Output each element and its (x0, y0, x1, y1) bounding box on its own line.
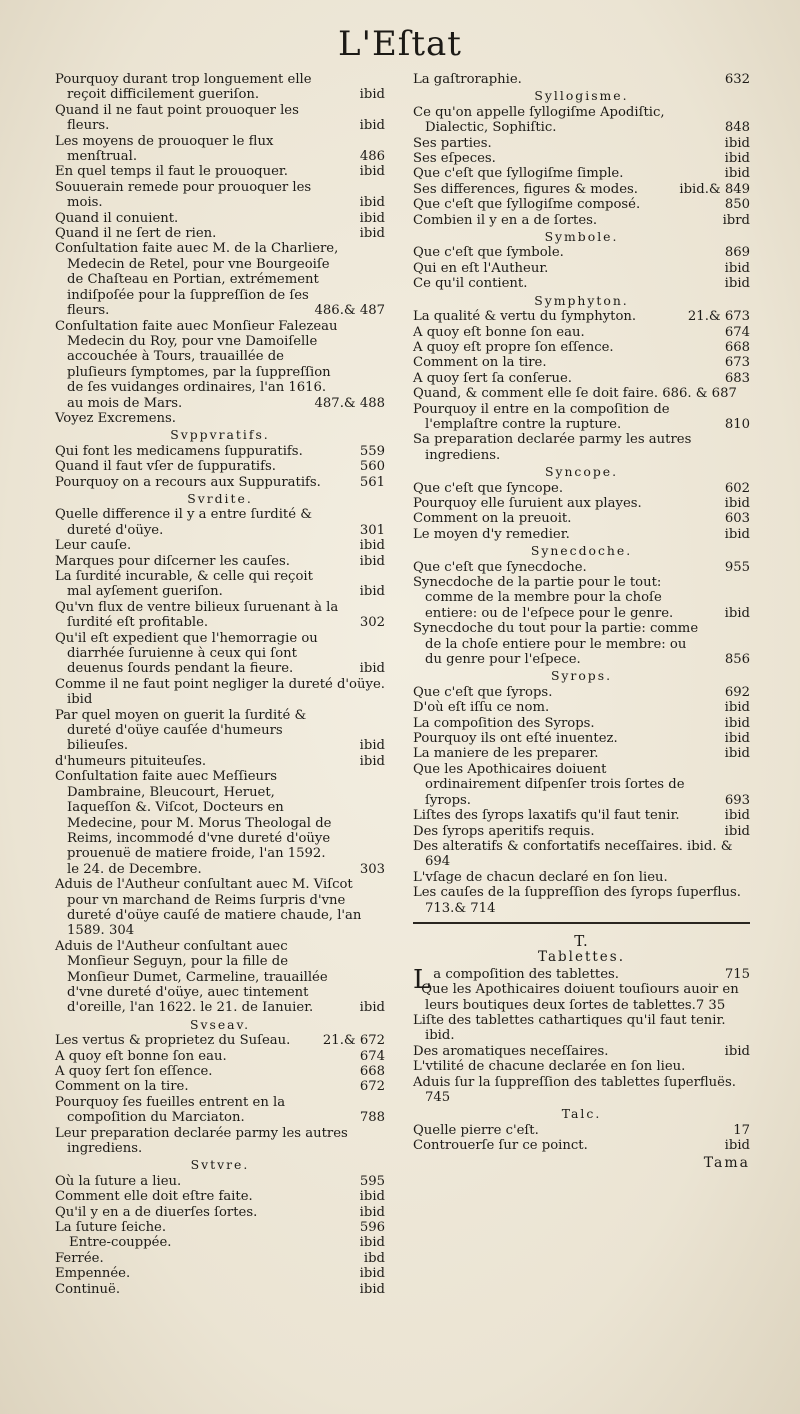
index-entry (413, 309, 750, 324)
entry-text: Les vertus & proprietez du Suſeau. (55, 1033, 291, 1049)
index-entry (55, 134, 385, 165)
entry-text: A quoy eſt propre ſon eſſence. (413, 339, 614, 355)
entry-text: Controuerſe ſur ce poinct. (413, 1138, 588, 1154)
section-heading: Talc. (561, 1106, 602, 1122)
entry-text: Voyez Excremens. (55, 410, 176, 426)
entry-text: Quelle pierre c'eſt. (413, 1122, 539, 1138)
index-entry (55, 538, 385, 553)
entry-text: Liſte des tablettes cathartiques qu'il faut tenir. ibid. (413, 1012, 726, 1044)
section-divider (413, 922, 750, 924)
page-reference: ibrd (722, 212, 750, 228)
index-entry (55, 226, 385, 241)
entry-text: La maniere de les preparer. (413, 746, 599, 762)
page-reference: ibid (359, 210, 385, 226)
entry-text: Qu'il eſt expedient que l'hemorragie ou diarrhée ſuruienne à ceux qui ſont deuenus ſourds pendant la fieure. (55, 630, 318, 677)
index-entry (55, 1235, 385, 1250)
index-entry (413, 136, 750, 151)
page-reference: 810 (724, 416, 750, 432)
entry-text: Pourquoy il entre en la compoſition de l'emplaſtre contre la rupture. (413, 401, 670, 432)
page-reference: ibid (359, 538, 385, 554)
page-reference: 668 (724, 339, 750, 355)
page-reference: 955 (724, 559, 750, 575)
entry-text: Des ſyrops aperitifs requis. (413, 823, 595, 839)
index-entry (55, 1126, 385, 1157)
page-reference: 486.& 487 (314, 303, 385, 319)
entry-text: La qualité & vertu du ſymphyton. (413, 309, 637, 325)
entry-text: La ſuture ſeiche. (55, 1220, 167, 1236)
entry-text: En quel temps il faut le prouoquer. (55, 164, 288, 180)
index-entry (413, 166, 750, 181)
entry-text: Quand il conuient. (55, 210, 179, 226)
entry-text: Qu'vn flux de ventre bilieux ſuruenant à la ſurdité eſt profitable. (55, 599, 339, 631)
index-entry (55, 1205, 385, 1220)
page-reference: ibid (359, 584, 385, 600)
page-reference: 303 (359, 861, 385, 877)
index-entry (413, 481, 750, 496)
index-entry (413, 808, 750, 823)
entry-text: Combien il y en a de ſortes. (413, 212, 598, 228)
page-reference: 673 (724, 355, 750, 371)
page-reference: ibid (359, 661, 385, 677)
page-reference: 672 (359, 1079, 385, 1095)
entry-text: La compoſition des Syrops. (413, 715, 595, 731)
index-entry (413, 621, 750, 667)
index-entry (55, 1266, 385, 1281)
page-reference: 21.& 672 (322, 1033, 385, 1049)
entry-text: Leur preparation declarée parmy les autres ingrediens. (55, 1125, 348, 1157)
page-reference: 674 (724, 324, 750, 340)
entry-text: Leur cauſe. (55, 538, 132, 554)
page-reference: ibid (724, 1138, 750, 1154)
index-entry (55, 1064, 385, 1079)
entry-text: Ferrée. (55, 1250, 104, 1266)
entry-text: La gaſtroraphie. (413, 72, 522, 87)
entry-text: A quoy ſert ſa conſerue. (413, 370, 572, 386)
entry-text: L'vſage de chacun declaré en ſon lieu. (413, 869, 668, 885)
page-reference: ibid (359, 1281, 385, 1297)
entry-text: Empennée. (55, 1266, 131, 1282)
page-reference: ibid (359, 118, 385, 134)
page-reference: ibid (724, 135, 750, 151)
right-column (413, 72, 750, 1171)
page-reference: 560 (359, 459, 385, 475)
entry-text: Les moyens de prouoquer le flux menſtrual. (55, 133, 274, 165)
page-reference: ibid (724, 731, 750, 747)
entry-text: Marques pour diſcerner les cauſes. (55, 553, 290, 569)
index-entry (55, 600, 385, 631)
page-reference: 561 (359, 474, 385, 490)
section-heading: Svseav. (189, 1016, 251, 1032)
entry-text: Sa preparation declarée parmy les autres ingrediens. (413, 432, 692, 463)
entry-text: Quand il ne faut point prouoquer les fleurs. (55, 102, 299, 134)
index-entry (55, 754, 385, 769)
index-entry (55, 211, 385, 226)
page-reference: 596 (359, 1220, 385, 1236)
index-entry (55, 507, 385, 538)
index-entry (413, 340, 750, 355)
index-entry (413, 197, 750, 212)
page-reference: ibid (359, 164, 385, 180)
entry-text: Conſultation faite auec Meſſieurs Dambraine, Bleucourt, Heruet, Iaqueſſon &. Viſcot, Docteurs en Medecine, pour M. Morus Theologal de Reims, incommodé d'vne dureté d'oüye prouenuë de matiere froide, l'an 1592. le 24. de Decembre. (55, 769, 332, 877)
index-entry (413, 1075, 750, 1106)
page-reference: ibid (724, 823, 750, 839)
entry-text: L'vtilité de chacune declarée en ſon lieu. (413, 1059, 686, 1075)
entry-text: Où la ſuture a lieu. (55, 1173, 182, 1189)
entry-text: Comment on la tire. (55, 1079, 189, 1095)
entry-text: Par quel moyen on guerit la ſurdité & dureté d'oüye cauſée d'humeurs bilieuſes. (55, 707, 307, 754)
page-reference: 683 (724, 370, 750, 386)
section-heading: Svppvratifs. (170, 427, 270, 443)
index-entry (413, 1059, 750, 1074)
page-reference: 595 (359, 1173, 385, 1189)
page-reference: 559 (359, 443, 385, 459)
index-entry (55, 411, 385, 426)
left-column (55, 72, 385, 1297)
page-reference: 668 (359, 1064, 385, 1079)
page-reference: 693 (724, 792, 750, 808)
entry-text: Ses differences, figures & modes. (413, 181, 638, 197)
index-entry (413, 105, 750, 136)
index-entry (413, 402, 750, 433)
index-entry (413, 731, 750, 746)
page-reference: ibid (359, 738, 385, 754)
index-entry (413, 496, 750, 511)
index-entry (413, 432, 750, 463)
index-entry (55, 1079, 385, 1094)
page-reference: ibid (359, 226, 385, 242)
entry-text: Ses parties. (413, 135, 492, 151)
entry-text: Pourquoy on a recours aux Suppuratifs. (55, 474, 321, 490)
index-entry (413, 355, 750, 370)
index-entry (55, 103, 385, 134)
page-reference: ibid (724, 700, 750, 716)
page-reference: 788 (359, 1110, 385, 1126)
index-entry (55, 554, 385, 569)
section-heading: T. (574, 931, 589, 950)
index-entry (413, 1123, 750, 1138)
index-entry (55, 1189, 385, 1204)
index-entry (413, 511, 750, 526)
index-entry (413, 824, 750, 839)
section-heading: Syncope. (544, 464, 619, 480)
entry-text: Quand il ne ſert de rien. (55, 226, 217, 242)
page-reference: ibd (363, 1250, 385, 1266)
index-entry (413, 261, 750, 276)
index-entry (55, 1220, 385, 1235)
index-entry (55, 1251, 385, 1266)
entry-text: Les cauſes de la ſuppreſſion des ſyrops ſuperflus. 713.& 714 (413, 885, 741, 916)
entry-text: Pourquoy ils ont eſté inuentez. (413, 731, 618, 747)
page-reference: 848 (724, 120, 750, 136)
entry-text: D'où eſt iſſu ce nom. (413, 700, 550, 716)
index-entry (413, 685, 750, 700)
page-reference: ibid.& 849 (679, 181, 750, 197)
page-reference: ibid (359, 1204, 385, 1220)
page-reference: ibid (359, 87, 385, 103)
index-entry (55, 1033, 385, 1048)
entry-text: Synecdoche du tout pour la partie: comme de la choſe entiere pour le membre: ou du genre pour l'eſpece. (413, 621, 699, 668)
page-reference: ibid (724, 260, 750, 276)
index-entry (413, 1138, 750, 1153)
index-entry (413, 885, 750, 916)
page-reference: 301 (359, 522, 385, 538)
page-reference: ibid (724, 746, 750, 762)
entry-text: A quoy ſert ſon eſſence. (55, 1064, 213, 1079)
entry-text: Qui font les medicamens ſuppuratifs. (55, 443, 303, 459)
index-entry (413, 182, 750, 197)
section-heading: Syrops. (550, 668, 613, 684)
page-reference: 602 (724, 480, 750, 496)
index-entry (55, 72, 385, 103)
entry-text: Aduis de l'Autheur conſultant auec M. Viſcot pour vn marchand de Reims ſurpris d'vne dureté d'oüye cauſé de matiere chaude, l'an 1589. 304 (55, 877, 362, 939)
entry-text: Comme il ne faut point negliger la dureté d'oüye. ibid (55, 676, 385, 708)
entry-text: Que les Apothicaires doiuent ordinairement diſpenſer trois ſortes de ſyrops. (413, 761, 685, 808)
catchword: Tama (703, 1154, 750, 1171)
entry-text: Comment elle doit eſtre faite. (55, 1189, 253, 1205)
entry-text: Aduis de l'Autheur conſultant auec Monſieur Seguyn, pour la fille de Monſieur Dumet, Carmeline, trauaillée d'vne dureté d'oüye, auec tintement d'oreille, l'an 1622. le 21. de Ianuier. (55, 938, 328, 1016)
entry-text: Des aromatiques neceſſaires. (413, 1043, 609, 1059)
index-entry (413, 151, 750, 166)
page-reference: ibid (724, 1043, 750, 1059)
index-entry (413, 527, 750, 542)
index-entry (413, 1013, 750, 1044)
index-entry (413, 325, 750, 340)
index-entry (55, 1049, 385, 1064)
drop-cap: L (413, 964, 431, 995)
page-reference: 856 (724, 652, 750, 668)
entry-text: A quoy eſt bonne ſon eau. (413, 324, 585, 340)
page-reference: ibid (724, 166, 750, 182)
entry-text: Que c'eſt que ſyrops. (413, 684, 553, 700)
entry-text: La ſurdité incurable, & celle qui reçoit mal ayſement gueriſon. (55, 569, 313, 600)
index-entry (413, 700, 750, 715)
page-reference: ibid (359, 753, 385, 769)
entry-text: Aduis ſur la ſuppreſſion des tablettes ſuperfluës. 745 (413, 1074, 736, 1105)
page-reference: ibid (724, 605, 750, 621)
entry-text: Des alteratifs & confortatifs neceſſaires. ibid. & 694 (413, 838, 733, 870)
page-reference: ibid (359, 1000, 385, 1016)
entry-text: Que c'eſt que ſyncope. (413, 480, 564, 496)
index-entry (55, 475, 385, 490)
entry-text: Quand, & comment elle ſe doit faire. 686. & 687 (413, 386, 737, 402)
page-reference: ibid (359, 1266, 385, 1282)
index-entry (55, 459, 385, 474)
entry-text: Le moyen d'y remedier. (413, 526, 570, 542)
entry-text: Synecdoche de la partie pour le tout: comme de la membre pour la choſe entiere: ou de l'eſpece pour le genre. (413, 575, 674, 621)
index-entry (55, 444, 385, 459)
index-entry (55, 319, 385, 411)
index-entry (413, 386, 750, 401)
index-entry (413, 213, 750, 228)
entry-text: A quoy eſt bonne ſon eau. (55, 1048, 227, 1064)
section-heading: Symbole. (544, 229, 619, 245)
index-entry (413, 72, 750, 87)
index-entry (55, 631, 385, 677)
section-heading: Symphyton. (534, 292, 629, 308)
entry-text: Ce qu'il contient. (413, 276, 528, 292)
page-reference: 17 (733, 1122, 750, 1138)
index-entry (413, 560, 750, 575)
index-entry (413, 371, 750, 386)
section-heading: Tablettes. (537, 949, 625, 966)
page-reference: 674 (359, 1048, 385, 1064)
page-reference: ibid (724, 808, 750, 824)
page-reference: 486 (359, 149, 385, 165)
index-entry (55, 1095, 385, 1126)
entry-text: Ses eſpeces. (413, 151, 496, 167)
index-entry (413, 964, 750, 995)
index-entry (55, 241, 385, 318)
entry-text: Quelle difference il y a entre ſurdité & dureté d'oüye. (55, 507, 312, 538)
page-reference: 850 (724, 197, 750, 213)
section-heading: Svtvre. (190, 1157, 250, 1173)
page-reference: ibid (724, 715, 750, 731)
section-heading: Synecdoche. (530, 543, 633, 559)
index-entry (413, 839, 750, 870)
page-reference: ibid (359, 195, 385, 211)
page-reference: 487.& 488 (314, 395, 385, 411)
entry-text: Qu'il y en a de diuerſes ſortes. (55, 1204, 258, 1220)
entry-text: Continuë. (55, 1281, 121, 1297)
page-reference: ibid (724, 495, 750, 511)
index-entry (413, 982, 750, 1013)
page-reference: 632 (724, 72, 750, 87)
page-header: L'Eſtat (338, 24, 462, 64)
entry-text: Conſultation faite auec M. de la Charliere, Medecin de Retel, pour vne Bourgeoiſe de Chaſteau en Portian, extrémement indiſpoſée pour la ſuppreſſion de ſes fleurs. (55, 241, 339, 319)
index-entry (55, 708, 385, 754)
page-reference: ibid (359, 553, 385, 569)
page-reference: ibid (724, 151, 750, 167)
page-reference: 21.& 673 (687, 309, 750, 325)
index-entry (413, 1044, 750, 1059)
index-entry (413, 762, 750, 808)
index-entry (55, 877, 385, 939)
entry-text: Que les Apothicaires doiuent touſiours auoir en leurs boutiques deux ſortes de tablettes.7 35 (421, 982, 739, 1013)
entry-text: Pourquoy elle ſuruient aux playes. (413, 495, 642, 511)
page-reference: ibid (359, 1235, 385, 1251)
index-entry (413, 245, 750, 260)
entry-text: a compoſition des tablettes. (433, 966, 619, 982)
entry-text: Que c'eſt que ſyllogiſme ſimple. (413, 166, 624, 182)
index-entry (55, 1174, 385, 1189)
page-reference: 692 (724, 684, 750, 700)
page-reference: ibid (359, 1189, 385, 1205)
entry-text: Qui en eſt l'Autheur. (413, 260, 549, 276)
entry-text: d'humeurs pituiteuſes. (55, 753, 207, 769)
page-reference: 715 (724, 966, 750, 982)
entry-text: Pourquoy ſes fueilles entrent en la compoſition du Marciaton. (55, 1094, 286, 1126)
entry-text: Que c'eſt que ſynecdoche. (413, 559, 587, 575)
page-reference: 869 (724, 245, 750, 261)
index-entry (413, 575, 750, 621)
index-entry (55, 180, 385, 211)
index-entry (413, 716, 750, 731)
section-heading: Syllogisme. (534, 88, 629, 104)
index-entry (55, 1282, 385, 1297)
index-entry (413, 870, 750, 885)
index-entry (55, 769, 385, 877)
index-entry (413, 746, 750, 761)
page-reference: ibid (724, 276, 750, 292)
page-reference: 302 (359, 615, 385, 631)
page-reference: 603 (724, 511, 750, 527)
index-entry (413, 276, 750, 291)
index-entry (55, 677, 385, 708)
entry-text: Que c'eſt que ſymbole. (413, 245, 564, 261)
entry-text: Conſultation faite auec Monſieur Falezeau Medecin du Roy, pour vne Damoiſelle accouchée à Tours, trauaillée de pluſieurs ſymptomes, par la ſuppreſſion de ſes vuidanges ordinaires, l'an 1616. au mois de Mars. (55, 318, 338, 411)
entry-text: Souuerain remede pour prouoquer les mois. (55, 179, 312, 211)
entry-text: Comment on la preuoit. (413, 511, 572, 527)
entry-text: Comment on la tire. (413, 355, 547, 371)
entry-text: Pourquoy durant trop longuement elle reçoit difficilement gueriſon. (55, 72, 312, 103)
entry-text: Ce qu'on appelle ſyllogiſme Apodiſtic, Dialectic, Sophiſtic. (413, 104, 665, 136)
section-heading: Svrdite. (187, 490, 253, 506)
entry-text: Liſtes des ſyrops laxatifs qu'il faut tenir. (413, 808, 680, 824)
entry-text: Que c'eſt que ſyllogiſme composé. (413, 197, 641, 213)
entry-text: Quand il faut vſer de ſuppuratifs. (55, 459, 276, 475)
index-entry (55, 164, 385, 179)
index-entry (55, 569, 385, 600)
index-entry (55, 939, 385, 1016)
page-reference: ibid (724, 526, 750, 542)
entry-text: Entre-couppée. (69, 1235, 172, 1251)
